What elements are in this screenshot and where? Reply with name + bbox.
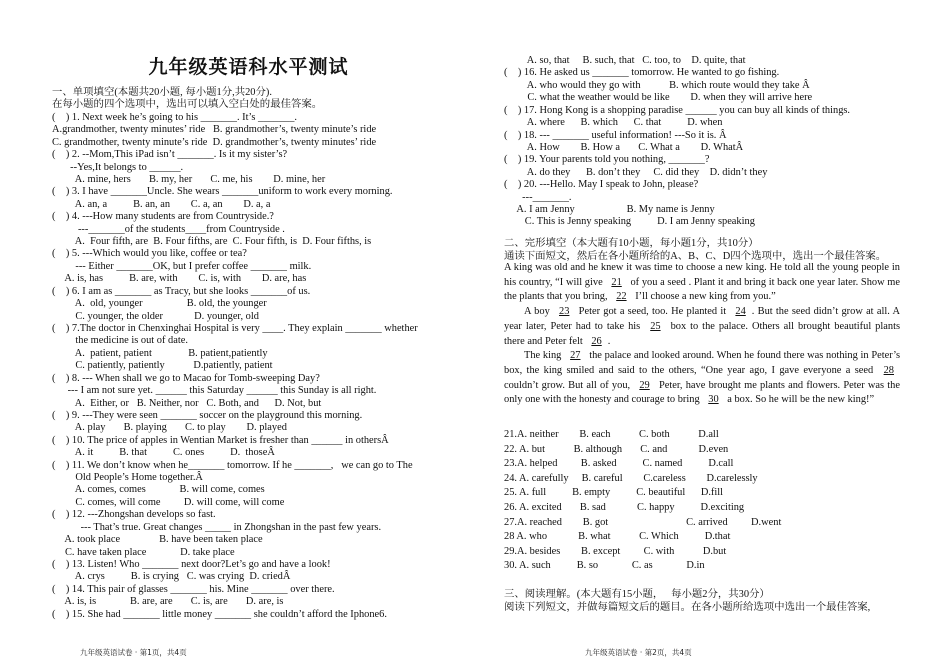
cloze-option-line: 27.A. reached B. got C. arrived D.went [504,516,782,528]
question-line: ( ) 13. Listen! Who _______ next door?Let’s go and have a look! [52,558,331,570]
blank-29: 29 [639,379,650,391]
cloze-paragraph-2: A boy 23 Peter got a seed, too. He planted it 24 . But the seed didn’t grow at all. A year later, Peter had to take his 25 box to the palace. Others all brought beautiful plants there and Peter felt 26 . [504,306,900,347]
cloze-option-line: 22. A. but B. although C. and D.even [504,443,729,455]
question-line: A. where B. which C. that D. when [504,117,723,129]
question-line: Old People’s Home together.Â [52,472,203,484]
question-line: C. This is Jenny speaking D. I am Jenny speaking [504,216,755,228]
question-line: A. I am Jenny B. My name is Jenny [504,204,715,216]
question-line: ( ) 4. ---How many students are from Countryside.? [52,211,274,223]
footer-page-2: 九年级英语试卷 · 第2页，共4页 [585,648,692,657]
question-line: C. have taken place D. take place [52,546,235,558]
question-line: ( ) 8. --- When shall we go to Macao for Tomb-sweeping Day? [52,372,320,384]
question-line: ( ) 15. She had _______ little money _______ she couldn’t afford the Iphone6. [52,608,387,620]
question-line: C. younger, the older D. younger, old [52,310,259,322]
blank-30: 30 [708,394,719,406]
question-line: ( ) 5. ---Which would you like, coffee or tea? [52,248,247,260]
reading-header-line: 三、阅读理解。(本大题有15小题， 每小题2分，共30分） [504,589,770,600]
question-line: A. patient, patient B. patient,patiently [52,347,268,359]
exam-title: 九年级英语科水平测试 [148,56,349,78]
question-line: --Yes,It belongs to ______. [52,161,184,173]
question-line: ---_______. [504,191,572,203]
question-line: A. comes, comes B. will come, comes [52,484,265,496]
blank-28: 28 [883,364,894,376]
question-line: ( ) 11. We don’t know when he_______ tomorrow. If he _______, we can go to The [52,459,413,471]
question-line: ( ) 18. --- _______ useful information! ---So it is. Â [504,129,727,141]
question-line: --- Either _______OK, but I prefer coffee _______ milk. [52,260,312,272]
cloze-option-line: 28 A. who B. what C. Which D.that [504,531,731,543]
question-line: A. is, has B. are, with C. is, with D. are, has [52,273,307,285]
reading-header-line: 阅读下列短文，并做每篇短文后的题目。在各小题所给选项中选出一个最佳答案, [504,601,871,613]
section-header-line: 二、完形填空（本大题有10小题，每小题1分，共10分） [504,238,759,249]
question-line: A. an, a B. an, an C. a, an D. a, a [52,198,271,210]
blank-23: 23 [559,306,570,318]
question-line: A. crys B. is crying C. was crying D. criedÂ [52,571,291,583]
question-line: A. old, younger B. old, the younger [52,298,267,310]
question-line: 在每小题的四个选项中，选出可以填入空白处的最佳答案。 [52,99,323,111]
blank-25: 25 [650,320,661,332]
question-line: A. Four fifth, are B. Four fifths, are C. Four fifth, is D. Four fifths, is [52,236,372,248]
question-line: ( ) 20. ---Hello. May I speak to John, please? [504,179,699,191]
question-line: --- That’s true. Great changes _____ in Zhongshan in the past few years. [52,521,382,533]
question-line: ( ) 10. The price of apples in Wentian Market is fresher than ______ in othersÂ [52,434,389,446]
cloze-option-line: 29.A. besides B. except C. with D.but [504,545,727,557]
question-line: 一、单项填空(本题共20小题, 每小题1分,共20分). [52,87,272,98]
blank-26: 26 [591,335,602,347]
question-line: ( ) 19. Your parents told you nothing, _______? [504,154,710,166]
question-line: ---_______of the students____from Countryside . [52,223,285,235]
section-header-line: 通读下面短文，然后在各小题所给的A、B、C、D四个选项中，选出一个最佳答案。 [504,250,887,262]
question-line: ( ) 17. Hong Kong is a shopping paradise ______ you can buy all kinds of things. [504,104,851,116]
question-line: --- I am not sure yet. ______ this Saturday ______ this Sunday is all right. [52,385,377,397]
question-line: A.grandmother, twenty minutes’ ride B. grandmother’s, twenty minute’s ride [52,124,377,136]
question-line: C. grandmother, twenty minute’s ride D. grandmother’s, twenty minutes’ ride [52,136,377,148]
cloze-option-line: 30. A. such B. so C. as D.in [504,560,705,572]
question-line: A. mine, hers B. my, her C. me, his D. mine, her [52,173,326,185]
question-line: A. took place B. have been taken place [52,534,263,546]
question-line: ( ) 14. This pair of glasses _______ his. Mine _______ over there. [52,583,335,595]
cloze-option-line: 23.A. helped B. asked C. named D.call [504,458,734,470]
blank-24: 24 [735,306,746,318]
question-line: ( ) 3. I have _______Uncle. She wears _______uniform to work every morning. [52,186,393,198]
question-line: A. it B. that C. ones D. thoseÂ [52,447,275,459]
cloze-passage [504,261,900,408]
blank-21: 21 [611,276,622,288]
cloze-option-line: 21.A. neither B. each C. both D.all [504,429,719,440]
question-line: the medicine is out of date. [52,335,188,347]
question-line: C. patiently, patiently D.patiently, patient [52,360,273,372]
question-line: ( ) 12. ---Zhongshan develops so fast. [52,509,216,521]
question-line: ( ) 9. ---They were seen _______ soccer on the playground this morning. [52,409,363,421]
blank-22: 22 [616,291,627,303]
question-line: C. what the weather would be like D. when they will arrive here [504,92,813,104]
cloze-option-line: 25. A. full B. empty C. beautiful D.fill [504,487,724,499]
question-line: A. Either, or B. Neither, nor C. Both, and D. Not, but [52,397,322,409]
cloze-paragraph-1: A king was old and he knew it was time to choose a new king. He told all the young people in his country, “I will give 21 of you a seed . Plant it and bring it back one year later. Show me the plants that you bring, 22 I’ll choose a new king from you.” [504,262,900,303]
question-line: A. who would they go with B. which route would they take Â [504,79,810,91]
question-line: A. is, is B. are, are C. is, are D. are, is [52,596,284,608]
question-line: A. do they B. don’t they C. did they D. didn’t they [504,166,768,178]
cloze-paragraph-3: The king 27 the palace and looked around. When he found there was nothing in Peter’s box, the king smiled and said to the others, “One year ago, I gave everyone a seed 28 couldn’t grow. But all of you, 29 Peter, have brought me plants and flowers. Peter was the only one with the honesty and courage to bring 30 a box. So he will be the new king!” [504,350,900,406]
question-line: ( ) 16. He asked us _______ tomorrow. He wanted to go fishing. [504,67,780,79]
question-line: ( ) 6. I am as _______ as Tracy, but she looks _______of us. [52,285,311,297]
cloze-option-line: 24. A. carefully B. careful C.careless D.carelessly [504,472,758,484]
question-line: ( ) 2. --Mom,This iPad isn’t _______. Is it my sister’s? [52,149,288,161]
cloze-option-line: 26. A. excited B. sad C. happy D.exciting [504,502,745,513]
blank-27: 27 [570,350,581,362]
question-line: A. How B. How a C. What a D. WhatÂ [504,141,744,153]
question-line: ( ) 1. Next week he’s going to his _______. It’s _______. [52,111,298,123]
question-line: A. play B. playing C. to play D. played [52,422,287,434]
question-line: C. comes, will come D. will come, will come [52,496,285,508]
question-line: A. so, that B. such, that C. too, to D. quite, that [504,55,746,66]
footer-page-1: 九年级英语试卷 · 第1页，共4页 [80,648,187,657]
question-line: ( ) 7.The doctor in Chenxinghai Hospital is very ____. They explain _______ whether [52,322,418,334]
